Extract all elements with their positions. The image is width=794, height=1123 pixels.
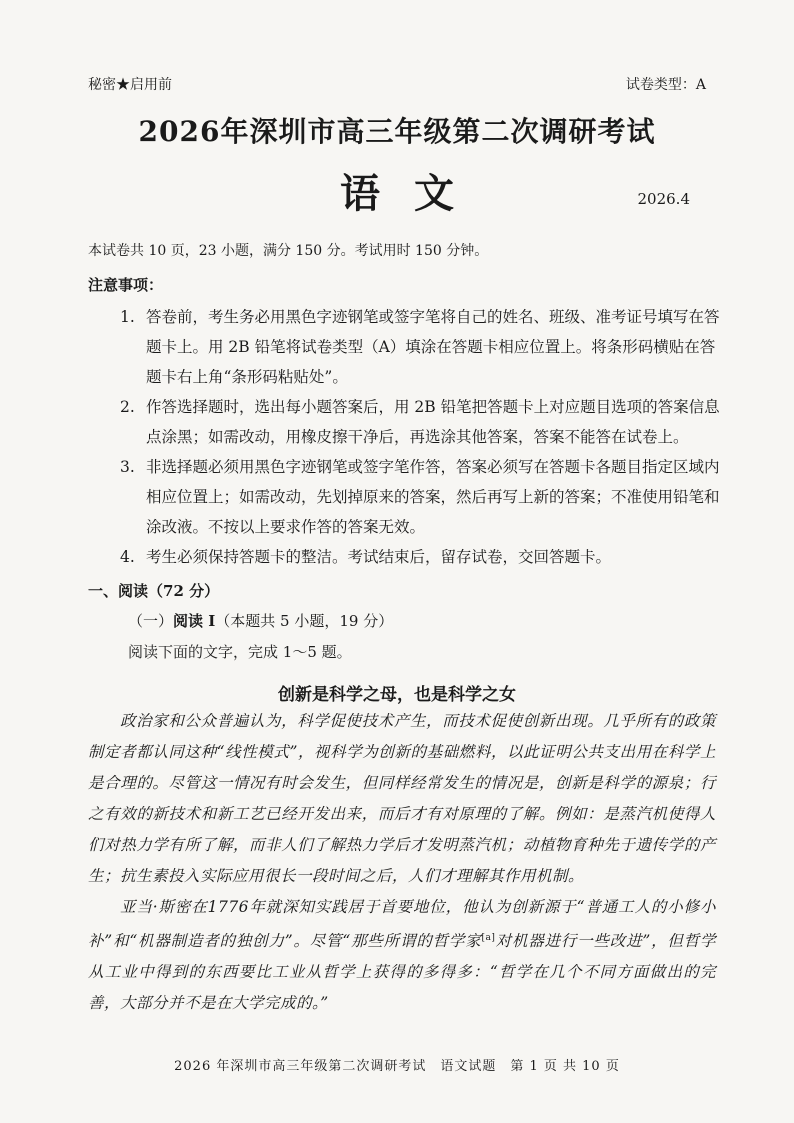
exam-intro: 本试卷共 10 页，23 小题，满分 150 分。考试用时 150 分钟。 [88, 243, 489, 259]
notice-item [120, 542, 720, 572]
notice-item-number: 3. [120, 458, 135, 476]
notice-item-text: 考生必须保持答题卡的整洁。考试结束后，留存试卷，交回答题卡。 [146, 548, 612, 566]
article-body [88, 706, 716, 1019]
reading-instruction: 阅读下面的文字，完成 1～5 题。 [128, 643, 352, 661]
notice-item-text: 作答选择题时，选出每小题答案后，用 2B 铅笔把答题卡上对应题目选项的答案信息点涂黑；如需改动，用橡皮擦干净后，再选涂其他答案，答案不能答在试卷上。 [146, 398, 720, 446]
notice-item-number: 2. [120, 398, 135, 416]
notice-list [120, 302, 720, 572]
subsection-note: （本题共 5 小题，19 分） [215, 612, 394, 630]
notice-item-text: 答卷前，考生务必用黑色字迹钢笔或签字笔将自己的姓名、班级、准考证号填写在答题卡上。用 2B 铅笔将试卷类型（A）填涂在答题卡相应位置上。将条形码横贴在答题卡右上角“条形码粘贴处”。 [146, 308, 720, 386]
notice-item [120, 452, 720, 542]
page-footer: 2026 年深圳市高三年级第二次调研考试 语文试题 第 1 页 共 10 页 [174, 1059, 620, 1074]
paragraph-text: 对机器进行一些改进”，但哲学从工业中得到的东西要比工业从哲学上获得的多得多：“哲学在几个不同方面做出的完善，大部分并不是在大学完成的。” [88, 932, 716, 1013]
notice-item-number: 4. [120, 548, 135, 566]
notice-item [120, 392, 720, 452]
subsection-prefix: （一） [128, 612, 174, 630]
notice-item-text: 非选择题必须用黑色字迹钢笔或签字笔作答，答案必须写在答题卡各题目指定区域内相应位置上；如需改动，先划掉原来的答案，然后再写上新的答案；不准使用铅笔和涂改液。不按以上要求作答的答案无效。 [146, 458, 720, 536]
section-heading: 一、阅读（72 分） [88, 582, 220, 600]
notice-heading: 注意事项： [88, 276, 164, 294]
article-paragraph [88, 892, 716, 1019]
article-paragraph: 政治家和公众普遍认为，科学促使技术产生，而技术促使创新出现。几乎所有的政策制定者都认同这种“线性模式”，视科学为创新的基础燃料，以此证明公共支出用在科学上是合理的。尽管这一情况有时会发生，但同样经常发生的情况是，创新是科学的源泉；行之有效的新技术和新工艺已经开发出来，而后才有对原理的了解。例如：是蒸汽机使得人们对热力学有所了解，而非人们了解热力学后才发明蒸汽机；动植物育种先于遗传学的产生；抗生素投入实际应用很长一段时间之后，人们才理解其作用机制。 [88, 712, 716, 885]
article-title: 创新是科学之母，也是科学之女 [278, 685, 516, 705]
subject-title: 语文 [340, 170, 488, 217]
footnote-marker: [a] [481, 933, 496, 943]
subsection-title: 阅读 I [173, 612, 216, 630]
confidential-label: 秘密★启用前 [88, 77, 172, 93]
notice-item [120, 302, 720, 392]
subsection-heading [128, 610, 393, 631]
notice-item-number: 1. [120, 308, 135, 326]
exam-title: 2026年深圳市高三年级第二次调研考试 [138, 115, 656, 148]
exam-date: 2026.4 [637, 190, 690, 208]
paper-type-label: 试卷类型：A [625, 77, 706, 93]
paragraph-text: 亚当·斯密在1776年就深知实践居于首要地位，他认为创新源于“普通工人的小修小补”和“机器制造者的独创力”。尽管“那些所谓的哲学家 [88, 898, 716, 951]
